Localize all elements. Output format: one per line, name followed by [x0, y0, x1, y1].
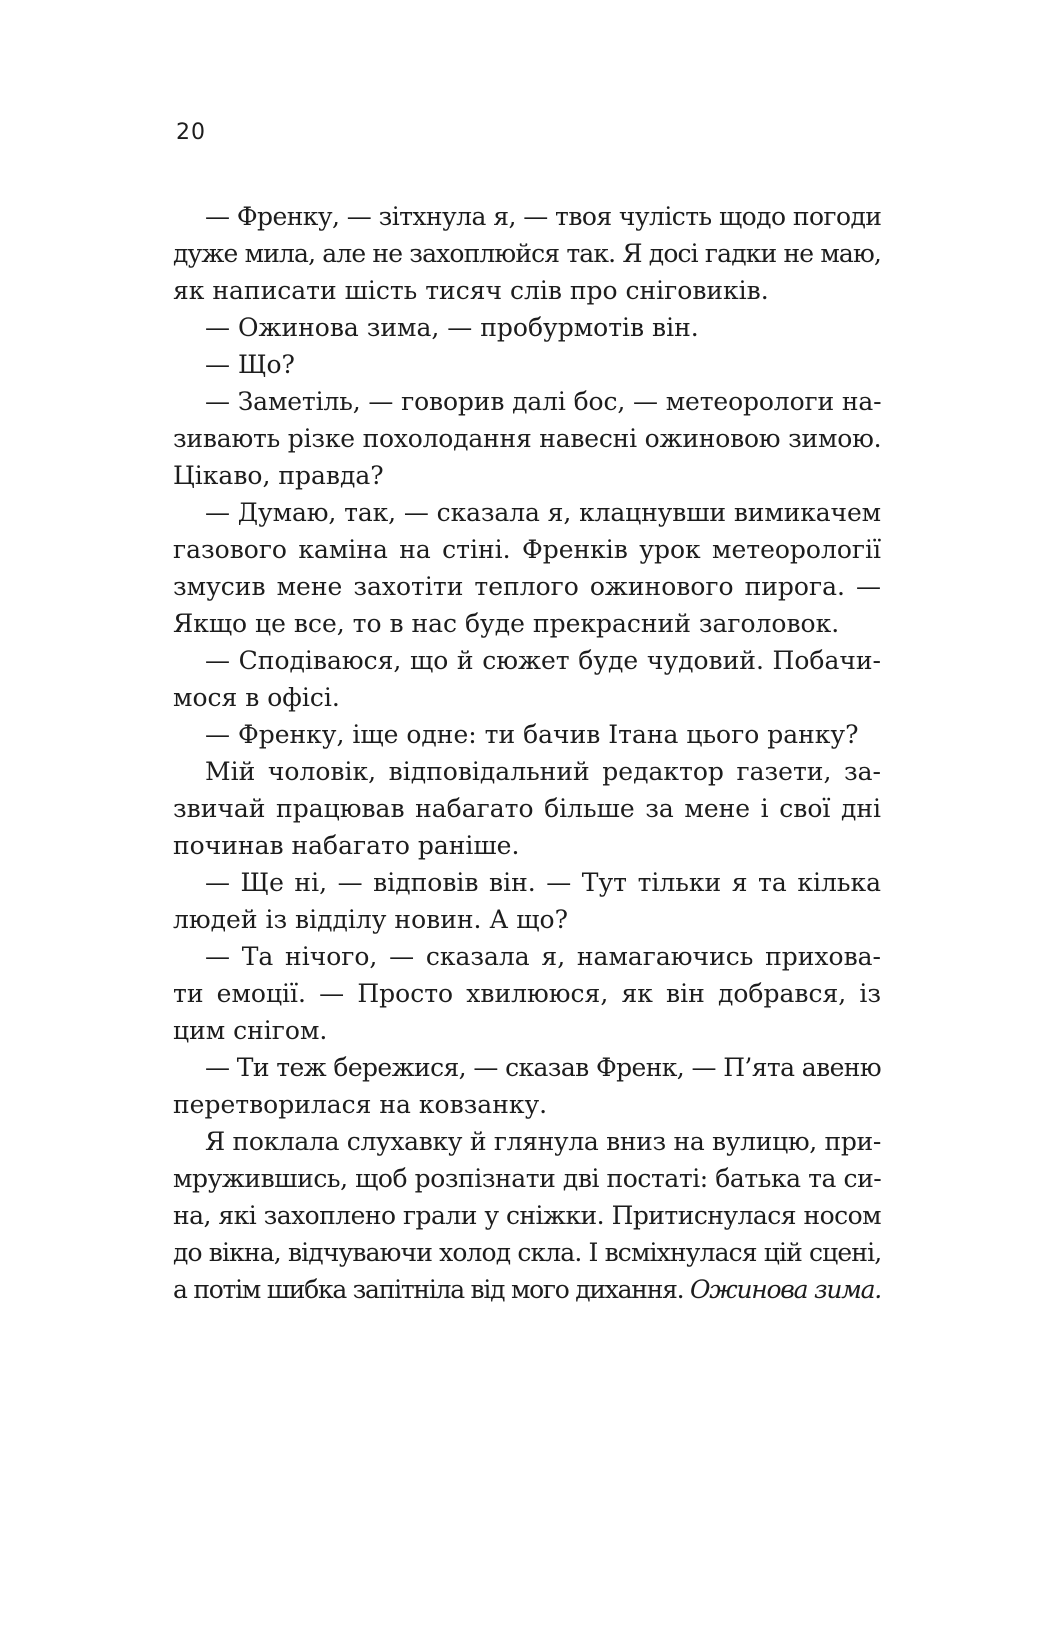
text-line: — Заметіль, — говорив далі бос, — метеорологи на- [205, 387, 882, 416]
text-line: — Думаю, так, — сказала я, клацнувши вимикачем [205, 498, 881, 527]
text-line: починав набагато раніше. [173, 831, 520, 860]
text-line: — Френку, іще одне: ти бачив Ітана цього ранку? [205, 720, 859, 749]
last-line-text: а потім шибка запітніла від мого дихання. [173, 1275, 684, 1304]
text-line: — Що? [205, 350, 295, 379]
body-text [173, 198, 881, 1308]
text-line: газового каміна на стіні. Френків урок метеорології [173, 535, 881, 564]
text-line: Я поклала слухавку й глянула вниз на вулицю, при- [205, 1127, 881, 1156]
text-line: — Ожинова зима, — пробурмотів він. [205, 313, 699, 342]
text-line: — Та нічого, — сказала я, намагаючись прихова- [205, 942, 881, 971]
page-number: 20 [176, 120, 206, 145]
text-line: мружившись, щоб розпізнати дві постаті: батька та си- [173, 1164, 882, 1193]
text-line: мося в офісі. [173, 683, 340, 712]
text-line: на, які захоплено грали у сніжки. Притиснулася носом [173, 1201, 881, 1230]
text-line: цим снігом. [173, 1016, 328, 1045]
text-line: — Ще ні, — відповів він. — Тут тільки я та кілька [205, 868, 881, 897]
text-line: Мій чоловік, відповідальний редактор газети, за- [205, 757, 881, 786]
text-line: перетворилася на ковзанку. [173, 1090, 548, 1119]
text-line: змусив мене захотіти теплого ожинового пирога. — [173, 572, 881, 601]
text-line-last [173, 1271, 881, 1308]
text-line: ти емоції. — Просто хвилююся, як він добрався, із [173, 979, 881, 1008]
italic-title: Ожинова зима. [690, 1275, 881, 1304]
text-line: звичай працював набагато більше за мене і свої дні [173, 794, 881, 823]
text-line: — Сподіваюся, що й сюжет буде чудовий. Побачи- [205, 646, 881, 675]
text-line: — Френку, — зітхнула я, — твоя чулість щодо погоди [205, 202, 882, 231]
text-line: як написати шість тисяч слів про сніговиків. [173, 276, 769, 305]
text-line: до вікна, відчуваючи холод скла. І всміхнулася цій сцені, [173, 1238, 882, 1267]
text-line: — Ти теж бережися, — сказав Френк, — П’ята авеню [205, 1053, 881, 1082]
text-line: Цікаво, правда? [173, 461, 384, 490]
text-line: людей із відділу новин. А що? [173, 905, 568, 934]
text-line: дуже мила, але не захоплюйся так. Я досі гадки не маю, [173, 239, 881, 268]
text-line: зивають різке похолодання навесні ожиновою зимою. [173, 424, 882, 453]
text-line: Якщо це все, то в нас буде прекрасний заголовок. [173, 609, 840, 638]
